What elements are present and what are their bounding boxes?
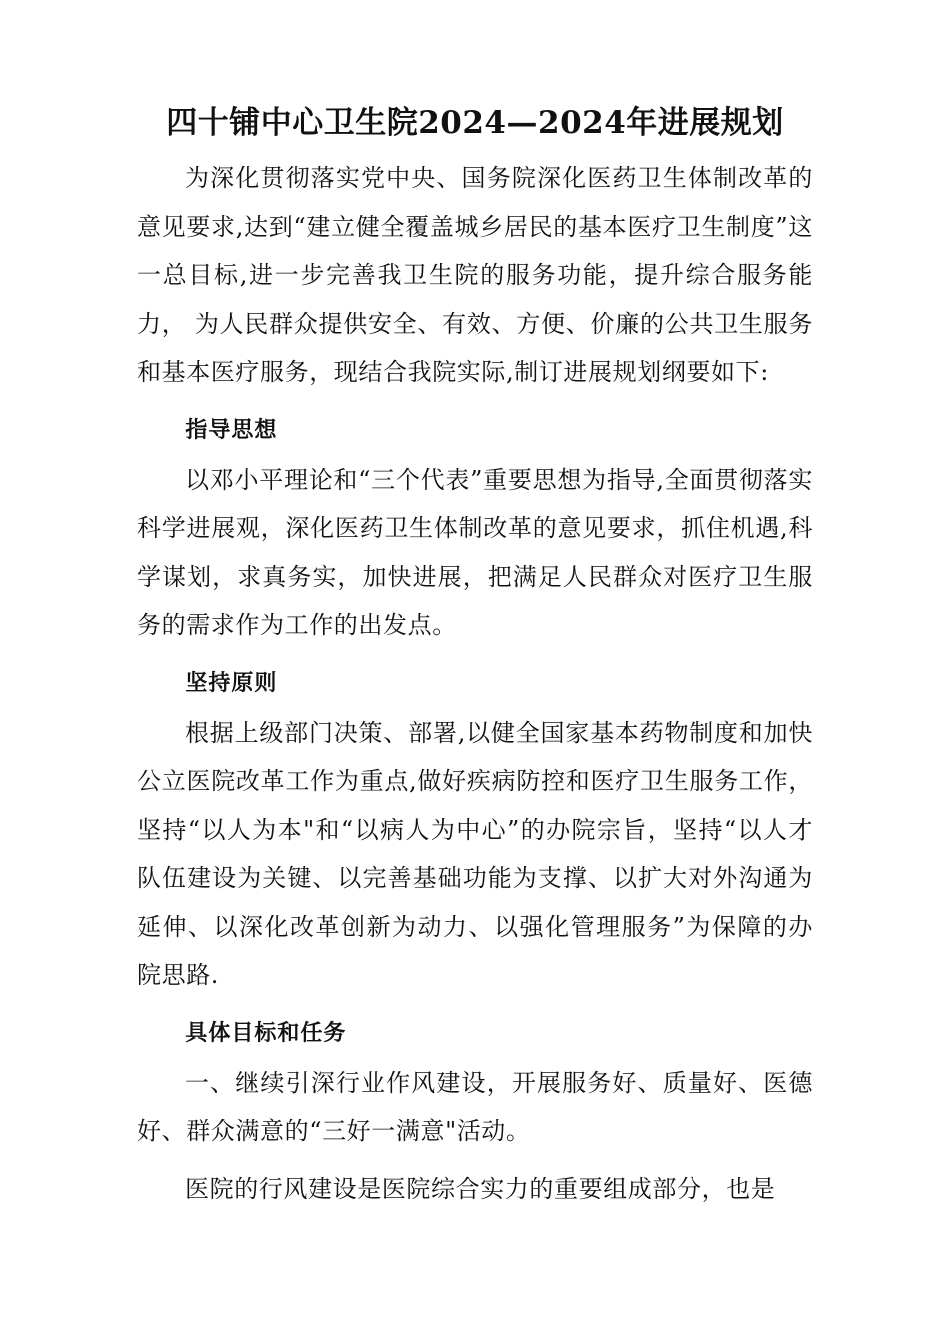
section-heading-guiding-ideology: 指导思想: [185, 417, 278, 443]
intro-paragraph: 为深化贯彻落实党中央、国务院深化医药卫生体制改革的意见要求,达到“建立健全覆盖城乡居民的基本医疗卫生制度”这一总目标,进一步完善我卫生院的服务功能，提升综合服务能力， 为人民群众提供安全、有效、方便、价廉的公共卫生服务和基本医疗服务，现结合我院实际,制订进展规划纲要如下:: [137, 164, 813, 386]
document-title: 四十铺中心卫生院2024—2024年进展规划: [166, 105, 784, 141]
section-heading-goals-tasks: 具体目标和任务: [185, 1020, 347, 1046]
goals-item-one-paragraph: 一、继续引深行业作风建设，开展服务好、质量好、医德好、群众满意的“三好一满意"活动。: [137, 1068, 813, 1145]
document-page: [137, 100, 813, 1213]
section-heading-principles: 坚持原则: [185, 670, 278, 696]
principles-paragraph: 根据上级部门决策、部署,以健全国家基本药物制度和加快公立医院改革工作为重点,做好疾病防控和医疗卫生服务工作，坚持“以人为本"和“以病人为中心”的办院宗旨，坚持“以人才队伍建设为关键、以完善基础功能为支撑、以扩大对外沟通为延伸、以深化改革创新为动力、以强化管理服务”为保障的办院思路.: [137, 718, 813, 989]
goals-continuation-paragraph: 医院的行风建设是医院综合实力的重要组成部分，也是: [185, 1174, 776, 1203]
guiding-ideology-paragraph: 以邓小平理论和“三个代表”重要思想为指导,全面贯彻落实科学进展观，深化医药卫生体制改革的意见要求，抓住机遇,科学谋划，求真务实，加快进展，把满足人民群众对医疗卫生服务的需求作为工作的出发点。: [137, 465, 813, 639]
